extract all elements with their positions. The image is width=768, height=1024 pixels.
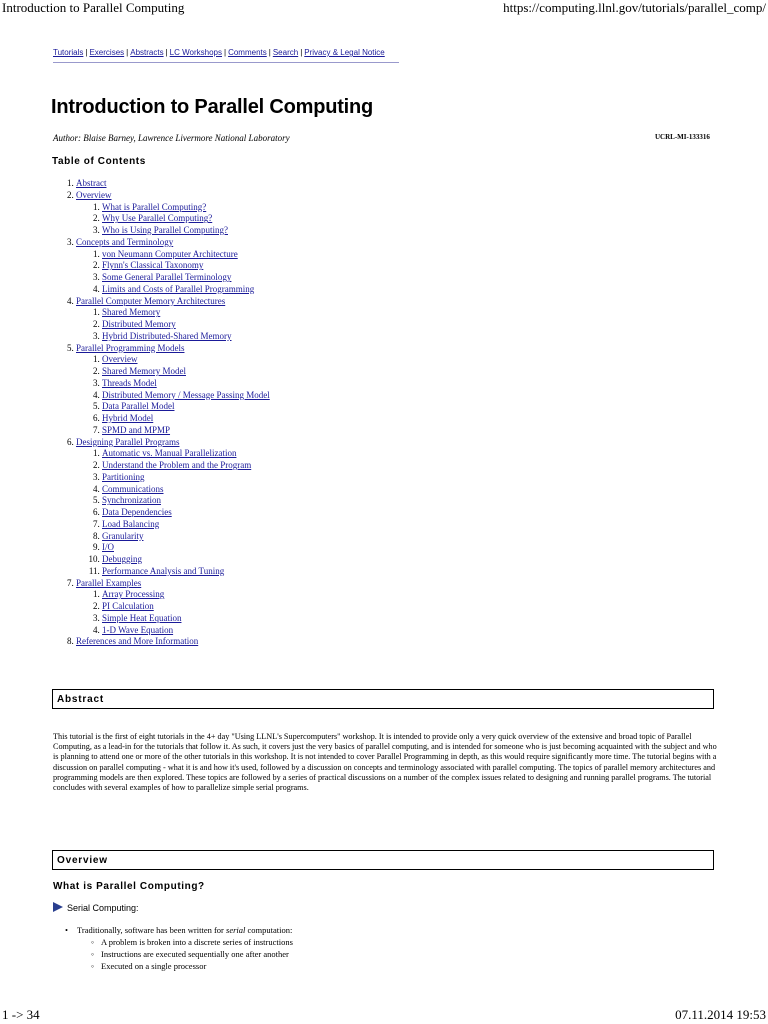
toc-subitem bbox=[102, 460, 270, 472]
toc-subitem bbox=[102, 307, 270, 319]
document-id: UCRL-MI-133316 bbox=[655, 133, 710, 141]
toc-subitem bbox=[102, 566, 270, 578]
toc-item bbox=[76, 636, 270, 648]
toc-link[interactable]: Parallel Programming Models bbox=[76, 342, 185, 353]
toc-subitem bbox=[102, 202, 270, 214]
abstract-text: This tutorial is the first of eight tutorials in the 4+ day "Using LLNL's Supercomputers" workshop. It is intended to provide only a very quick overview of the extensive and broad topic of Parallel Computing, as a lead-in for the tutorials that follow it. As such, it covers just the very basics of parallel computing, and is intended for someone who is just becoming acquainted with the subject and who is planning to attend one or more of the other tutorials in this workshop. It is not intended to cover Parallel Programming in depth, as this would require significantly more time. The tutorial begins with a discussion on parallel computing - what it is and how it's used, followed by a discussion on concepts and terminology associated with parallel computing. The topics of parallel memory architectures and programming models are then explored. These topics are followed by a series of practical discussions on a number of the complex issues related to designing and running parallel programs. The tutorial concludes with several examples of how to parallelize simple serial programs. bbox=[53, 732, 717, 793]
toc-sublink[interactable]: Distributed Memory / Message Passing Model bbox=[102, 389, 270, 400]
toc-link[interactable]: Abstract bbox=[76, 178, 107, 188]
toc-sublink[interactable]: von Neumann Computer Architecture bbox=[102, 248, 238, 259]
print-header-url: https://computing.llnl.gov/tutorials/parallel_comp/ bbox=[503, 0, 766, 15]
toc-sublist bbox=[76, 202, 270, 237]
toc-subitem bbox=[102, 354, 270, 366]
toc-sublist bbox=[76, 589, 270, 636]
toc-link[interactable]: References and More Information bbox=[76, 636, 199, 647]
nav-link-abstracts[interactable]: Abstracts bbox=[130, 48, 164, 57]
page-title: Introduction to Parallel Computing bbox=[51, 96, 374, 118]
toc-subitem bbox=[102, 378, 270, 390]
list-item bbox=[65, 924, 293, 972]
bullet-prefix: Traditionally, software has been written for bbox=[76, 925, 227, 935]
toc-sublink[interactable]: Hybrid Model bbox=[102, 413, 154, 423]
what-is-parallel-computing-heading: What is Parallel Computing? bbox=[53, 881, 205, 892]
toc-sublink[interactable]: 1-D Wave Equation bbox=[102, 624, 174, 635]
toc-sublist bbox=[76, 448, 270, 577]
toc-subitem bbox=[102, 213, 270, 225]
toc-link[interactable]: Parallel Examples bbox=[76, 577, 142, 588]
toc-subitem bbox=[102, 519, 270, 531]
nav-separator: | bbox=[223, 48, 227, 57]
toc-subitem bbox=[102, 331, 270, 343]
serial-computing-text: Serial Computing: bbox=[67, 903, 139, 913]
toc-subitem bbox=[102, 413, 270, 425]
toc-sublink[interactable]: PI Calculation bbox=[102, 601, 154, 611]
toc-subitem bbox=[102, 401, 270, 413]
toc-subitem bbox=[102, 448, 270, 460]
nav-link-search[interactable]: Search bbox=[272, 48, 299, 57]
arrow-right-icon bbox=[53, 902, 63, 912]
toc-subitem bbox=[102, 249, 270, 261]
nav-divider bbox=[53, 62, 399, 63]
toc-sublink[interactable]: SPMD and MPMP bbox=[102, 424, 171, 435]
bullet-emphasis: serial bbox=[226, 925, 246, 935]
toc-sublink[interactable]: Data Dependencies bbox=[102, 507, 172, 517]
toc-item bbox=[76, 343, 270, 437]
toc-sublink[interactable]: Shared Memory Model bbox=[102, 366, 186, 376]
toc-sublink[interactable]: Communications bbox=[102, 483, 164, 494]
toc-subitem bbox=[102, 425, 270, 437]
overview-heading: Overview bbox=[52, 850, 714, 870]
abstract-heading: Abstract bbox=[52, 689, 714, 709]
list-item: ◦ Instructions are executed sequentially one after another bbox=[91, 948, 293, 960]
toc-sublink[interactable]: Distributed Memory bbox=[102, 319, 176, 329]
print-timestamp: 07.11.2014 19:53 bbox=[675, 1007, 766, 1022]
top-navigation bbox=[53, 48, 385, 57]
toc-link[interactable]: Concepts and Terminology bbox=[76, 236, 174, 247]
bullet-suffix: computation: bbox=[245, 925, 293, 935]
nav-link-exercises[interactable]: Exercises bbox=[89, 48, 125, 57]
toc-sublist bbox=[76, 307, 270, 342]
toc-subitem bbox=[102, 472, 270, 484]
list-item: ◦ Executed on a single processor bbox=[91, 960, 293, 972]
toc-subitem bbox=[102, 272, 270, 284]
toc-sublink[interactable]: Performance Analysis and Tuning bbox=[102, 565, 225, 576]
toc-title: Table of Contents bbox=[52, 156, 146, 167]
toc-sublink[interactable]: Data Parallel Model bbox=[102, 401, 175, 412]
toc-subitem bbox=[102, 319, 270, 331]
nav-link-comments[interactable]: Comments bbox=[228, 48, 267, 57]
toc-sublink[interactable]: Array Processing bbox=[102, 589, 165, 600]
nav-link-lc-workshops[interactable]: LC Workshops bbox=[169, 48, 222, 57]
toc-subitem bbox=[102, 390, 270, 402]
toc-sublink[interactable]: Simple Heat Equation bbox=[102, 612, 182, 623]
toc-sublink[interactable]: I/O bbox=[102, 542, 114, 553]
toc-sublink[interactable]: Overview bbox=[102, 354, 138, 365]
nav-separator: | bbox=[300, 48, 303, 57]
toc-subitem bbox=[102, 507, 270, 519]
author-line: Author: Blaise Barney, Lawrence Livermore National Laboratory bbox=[53, 133, 290, 143]
print-header bbox=[0, 0, 768, 16]
toc-subitem bbox=[102, 589, 270, 601]
toc-subitem bbox=[102, 613, 270, 625]
nav-link-privacy-legal-notice[interactable]: Privacy & Legal Notice bbox=[304, 48, 385, 57]
toc-link[interactable]: Parallel Computer Memory Architectures bbox=[76, 295, 226, 306]
toc-sublink[interactable]: Limits and Costs of Parallel Programming bbox=[102, 283, 255, 294]
toc-sublink[interactable]: Synchronization bbox=[102, 495, 161, 506]
toc-sublink[interactable]: Load Balancing bbox=[102, 518, 160, 529]
toc-sublink[interactable]: Why Use Parallel Computing? bbox=[102, 213, 213, 224]
toc-sublink[interactable]: Granularity bbox=[102, 530, 144, 541]
toc-sublink[interactable]: Hybrid Distributed-Shared Memory bbox=[102, 330, 232, 341]
toc-sublink[interactable]: Partitioning bbox=[102, 471, 145, 482]
toc-sublink[interactable]: What is Parallel Computing? bbox=[102, 201, 207, 212]
toc-item bbox=[76, 190, 270, 237]
nav-separator: | bbox=[268, 48, 271, 57]
toc-sublink[interactable]: Threads Model bbox=[102, 377, 157, 388]
toc-sublink[interactable]: Who is Using Parallel Computing? bbox=[102, 225, 228, 235]
serial-computing-label bbox=[53, 902, 139, 913]
toc-link[interactable]: Designing Parallel Programs bbox=[76, 436, 180, 447]
toc-subitem bbox=[102, 542, 270, 554]
toc-sublink[interactable]: Some General Parallel Terminology bbox=[102, 272, 232, 282]
toc-subitem bbox=[102, 554, 270, 566]
toc-subitem bbox=[102, 284, 270, 296]
print-header-title: Introduction to Parallel Computing bbox=[2, 0, 185, 15]
serial-bullets bbox=[65, 924, 293, 972]
toc-item bbox=[76, 237, 270, 296]
table-of-contents bbox=[53, 178, 270, 648]
toc-subitem bbox=[102, 225, 270, 237]
nav-separator: | bbox=[85, 48, 88, 57]
toc-item bbox=[76, 437, 270, 578]
toc-sublink[interactable]: Automatic vs. Manual Parallelization bbox=[102, 448, 237, 459]
nav-link-tutorials[interactable]: Tutorials bbox=[53, 48, 84, 57]
print-footer bbox=[0, 1007, 768, 1023]
toc-subitem bbox=[102, 484, 270, 496]
toc-sublink[interactable]: Shared Memory bbox=[102, 307, 161, 318]
list-item: ◦ A problem is broken into a discrete series of instructions bbox=[91, 936, 293, 948]
toc-item bbox=[76, 178, 270, 190]
sub-bullets bbox=[65, 936, 293, 972]
nav-separator: | bbox=[165, 48, 168, 57]
toc-sublist bbox=[76, 249, 270, 296]
toc-subitem bbox=[102, 625, 270, 637]
toc-subitem bbox=[102, 531, 270, 543]
toc-item bbox=[76, 296, 270, 343]
nav-separator: | bbox=[126, 48, 129, 57]
toc-sublink[interactable]: Debugging bbox=[102, 554, 142, 564]
toc-subitem bbox=[102, 260, 270, 272]
toc-subitem bbox=[102, 495, 270, 507]
page-counter: 1 -> 34 bbox=[2, 1007, 40, 1022]
toc-sublink[interactable]: Understand the Problem and the Program bbox=[102, 460, 252, 470]
toc-sublist bbox=[76, 354, 270, 436]
toc-link[interactable]: Overview bbox=[76, 189, 112, 200]
toc-sublink[interactable]: Flynn's Classical Taxonomy bbox=[102, 260, 204, 271]
toc-item bbox=[76, 578, 270, 637]
toc-subitem bbox=[102, 366, 270, 378]
toc-subitem bbox=[102, 601, 270, 613]
